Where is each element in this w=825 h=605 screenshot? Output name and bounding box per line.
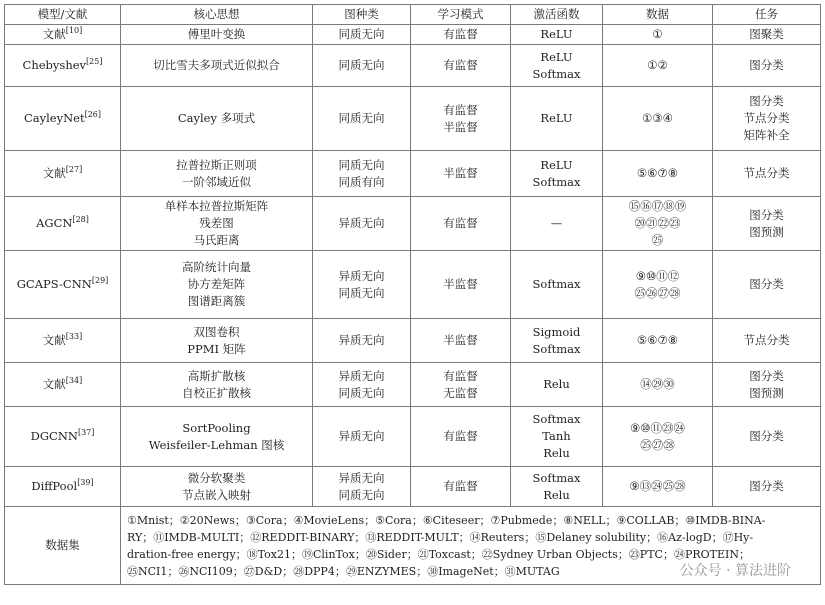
graph-line: 同质无向	[338, 157, 385, 172]
act-line: Relu	[543, 377, 570, 391]
graph-line: 异质无向	[338, 470, 385, 485]
ideas-line: 残差图	[199, 216, 234, 230]
ideas-cell	[121, 319, 313, 363]
data-cell	[603, 251, 713, 319]
learn-cell	[411, 25, 511, 45]
ideas-line: SortPooling	[182, 420, 251, 435]
data-line: ㉕	[651, 233, 664, 247]
column-header: 核心思想	[121, 5, 313, 25]
learn-line: 半监督	[443, 166, 478, 180]
reference-number: [27]	[65, 165, 83, 175]
graph-cell	[313, 45, 411, 87]
table-header-row	[5, 5, 821, 25]
ideas-line: 微分软聚类	[187, 470, 246, 485]
act-line: Softmax	[532, 412, 581, 426]
graph-cell	[313, 363, 411, 407]
ideas-line: 一阶邻域近似	[182, 174, 251, 189]
graph-line: 异质无向	[338, 429, 385, 443]
graph-line: 同质无向	[338, 285, 385, 300]
graph-line: 同质无向	[338, 111, 385, 125]
learn-line: 有监督	[443, 479, 478, 493]
data-line: ①	[652, 27, 663, 41]
model-name: DGCNN	[30, 429, 78, 443]
task-cell	[713, 87, 821, 151]
data-cell	[603, 319, 713, 363]
learn-line: 有监督	[443, 368, 478, 383]
task-cell	[713, 407, 821, 467]
act-line: ReLU	[540, 111, 573, 125]
task-line: 节点分类	[743, 166, 790, 180]
column-header: 图种类	[313, 5, 411, 25]
act-line: Softmax	[532, 174, 581, 189]
ideas-cell	[121, 25, 313, 45]
column-header: 激活函数	[511, 5, 603, 25]
task-cell	[713, 151, 821, 197]
learn-line: 有监督	[443, 216, 478, 230]
learn-line: 半监督	[443, 119, 478, 134]
reference-number: [26]	[84, 110, 102, 120]
act-cell	[511, 87, 603, 151]
graph-line: 异质无向	[338, 368, 385, 383]
model-cell	[5, 467, 121, 507]
data-cell	[603, 467, 713, 507]
table-row	[5, 25, 821, 45]
act-cell	[511, 407, 603, 467]
graph-line: 同质有向	[338, 174, 385, 189]
task-line: 图聚类	[749, 27, 784, 41]
task-line: 图分类	[749, 58, 784, 72]
column-header: 学习模式	[411, 5, 511, 25]
graph-line: 同质无向	[338, 58, 385, 72]
ideas-line: Cayley 多项式	[177, 111, 256, 125]
task-line: 图分类	[749, 429, 784, 443]
ideas-line: 切比雪夫多项式近似拟合	[153, 58, 280, 72]
graph-line: 异质无向	[338, 333, 385, 347]
task-cell	[713, 251, 821, 319]
reference-number: [29]	[91, 276, 109, 286]
model-name: GCAPS-CNN	[16, 277, 92, 291]
model-cell	[5, 251, 121, 319]
act-cell	[511, 251, 603, 319]
model-name: Chebyshev	[22, 58, 87, 72]
ideas-line: 高斯扩散核	[187, 368, 246, 383]
graph-cell	[313, 407, 411, 467]
dataset-label: 数据集	[5, 507, 121, 585]
graph-line: 异质无向	[338, 216, 385, 230]
learn-line: 半监督	[443, 333, 478, 347]
model-cell	[5, 407, 121, 467]
act-line: Softmax	[532, 277, 581, 291]
learn-cell	[411, 151, 511, 197]
column-header: 数据	[603, 5, 713, 25]
reference-number: [25]	[86, 57, 103, 67]
dataset-legend-line: dration-free energy；⑱Tox21；⑲ClinTox；⑳Sider；㉑Toxcast；㉒Sydney Urban Objects；㉓PTC；㉔PROTEIN；	[127, 547, 750, 561]
ideas-line: 高阶统计向量	[182, 260, 251, 274]
ideas-cell	[121, 151, 313, 197]
dataset-legend-line: RY；⑪IMDB-MULTI；⑫REDDIT-BINARY；⑬REDDIT-MULT；⑭Reuters；⑮Delaney solubility；⑯Az-logD；⑰Hy-	[127, 530, 754, 544]
act-cell	[511, 197, 603, 251]
task-cell	[713, 467, 821, 507]
graph-cell	[313, 251, 411, 319]
learn-cell	[411, 197, 511, 251]
ideas-line: 双图卷积	[193, 324, 240, 339]
table-row	[5, 319, 821, 363]
model-name: 文献	[42, 166, 66, 180]
learn-line: 有监督	[443, 27, 478, 41]
act-cell	[511, 45, 603, 87]
task-line: 矩阵补全	[743, 128, 790, 142]
data-line: ⑨⑩⑪⑫	[635, 268, 680, 283]
graph-cell	[313, 319, 411, 363]
model-name: DiffPool	[31, 479, 78, 493]
learn-cell	[411, 87, 511, 151]
act-line: Sigmoid	[532, 324, 581, 339]
graph-cell	[313, 25, 411, 45]
ideas-cell	[121, 87, 313, 151]
ideas-cell	[121, 363, 313, 407]
learn-cell	[411, 319, 511, 363]
ideas-line: 拉普拉斯正则项	[176, 157, 257, 172]
reference-number: [34]	[65, 376, 83, 386]
task-cell	[713, 363, 821, 407]
reference-number: [39]	[77, 478, 94, 488]
act-line: ReLU	[540, 49, 573, 64]
task-line: 图分类	[749, 207, 784, 222]
learn-line: 无监督	[443, 385, 478, 400]
learn-line: 有监督	[443, 429, 478, 443]
graph-line: 异质无向	[338, 268, 385, 283]
data-line: ㉕㉖㉗㉘	[634, 285, 681, 300]
table-row	[5, 87, 821, 151]
ideas-line: PPMI 矩阵	[187, 341, 246, 356]
learn-cell	[411, 467, 511, 507]
task-cell	[713, 45, 821, 87]
data-line: ⑭㉙㉚	[640, 377, 675, 391]
model-cell	[5, 197, 121, 251]
act-line: Relu	[543, 487, 570, 502]
task-line: 图预测	[749, 224, 784, 239]
task-cell	[713, 319, 821, 363]
comparison-table	[4, 4, 821, 585]
act-cell	[511, 319, 603, 363]
ideas-line: 傅里叶变换	[187, 27, 246, 41]
ideas-cell	[121, 407, 313, 467]
learn-cell	[411, 363, 511, 407]
data-cell	[603, 151, 713, 197]
table-row	[5, 407, 821, 467]
model-cell	[5, 319, 121, 363]
graph-cell	[313, 87, 411, 151]
task-line: 图分类	[749, 277, 784, 291]
watermark: 公众号 · 算法进阶	[679, 563, 791, 579]
task-line: 节点分类	[743, 111, 790, 125]
graph-cell	[313, 197, 411, 251]
graph-line: 同质无向	[338, 385, 385, 400]
learn-cell	[411, 251, 511, 319]
ideas-line: 自校正扩散核	[182, 385, 251, 400]
ideas-line: 马氏距离	[193, 233, 240, 247]
table-row	[5, 363, 821, 407]
task-line: 图分类	[749, 368, 784, 383]
learn-cell	[411, 45, 511, 87]
task-line: 图预测	[749, 385, 784, 400]
ideas-cell	[121, 197, 313, 251]
data-line: ⑤⑥⑦⑧	[636, 333, 679, 347]
graph-cell	[313, 151, 411, 197]
data-line: ①②	[647, 58, 668, 72]
model-name: AGCN	[36, 216, 73, 230]
task-line: 图分类	[749, 479, 784, 493]
ideas-cell	[121, 45, 313, 87]
data-cell	[603, 197, 713, 251]
data-line: ⑨⑬㉔㉕㉘	[629, 479, 686, 493]
model-cell	[5, 87, 121, 151]
ideas-line: 协方差矩阵	[187, 277, 246, 291]
act-cell	[511, 25, 603, 45]
model-name: 文献	[42, 333, 66, 347]
learn-line: 半监督	[443, 277, 478, 291]
data-line: ①③④	[642, 111, 673, 125]
task-cell	[713, 197, 821, 251]
data-line: ⑮⑯⑰⑱⑲	[628, 199, 687, 213]
ideas-line: Weisfeiler-Lehman 图核	[148, 437, 285, 452]
ideas-line: 节点嵌入映射	[182, 487, 251, 502]
column-header: 任务	[713, 5, 821, 25]
column-header: 模型/文献	[5, 5, 121, 25]
reference-number: [37]	[77, 428, 95, 438]
data-line: ㉕㉗㉘	[640, 437, 675, 452]
ideas-cell	[121, 467, 313, 507]
data-line: ⑤⑥⑦⑧	[636, 166, 679, 180]
dataset-legend-line: ①Mnist；②20News；③Cora；④MovieLens；⑤Cora；⑥Citeseer；⑦Pubmede；⑧NELL；⑨COLLAB；⑩IMDB-BINA-	[127, 513, 766, 527]
data-line: ⑳㉑㉒㉓	[634, 216, 681, 230]
data-line: ⑨⑩⑪㉓㉔	[629, 420, 686, 435]
act-line: Softmax	[532, 470, 581, 485]
task-line: 节点分类	[743, 333, 790, 347]
act-cell	[511, 363, 603, 407]
data-cell	[603, 407, 713, 467]
data-cell	[603, 45, 713, 87]
learn-line: 有监督	[443, 58, 478, 72]
data-cell	[603, 25, 713, 45]
task-line: 图分类	[749, 94, 784, 108]
graph-line: 同质无向	[338, 487, 385, 502]
reference-number: [33]	[65, 332, 83, 342]
model-cell	[5, 363, 121, 407]
act-line: Tanh	[542, 429, 571, 443]
table-row	[5, 151, 821, 197]
model-name: 文献	[42, 27, 66, 41]
model-name: 文献	[42, 377, 66, 391]
model-cell	[5, 151, 121, 197]
graph-line: 同质无向	[338, 27, 385, 41]
table-row	[5, 251, 821, 319]
reference-number: [28]	[72, 215, 89, 225]
model-cell	[5, 25, 121, 45]
ideas-line: 单样本拉普拉斯矩阵	[164, 199, 269, 213]
act-cell	[511, 151, 603, 197]
act-line: —	[550, 216, 563, 230]
data-cell	[603, 87, 713, 151]
ideas-cell	[121, 251, 313, 319]
act-line: Relu	[543, 446, 570, 460]
act-line: ReLU	[540, 157, 573, 172]
act-line: ReLU	[540, 27, 573, 41]
data-cell	[603, 363, 713, 407]
learn-cell	[411, 407, 511, 467]
model-name: CayleyNet	[23, 111, 85, 125]
act-line: Softmax	[532, 66, 581, 81]
model-cell	[5, 45, 121, 87]
dataset-legend-line: ㉕NCI1；㉖NCI109；㉗D&D；㉘DPP4；㉙ENZYMES；㉚ImageNet；㉛MUTAG	[127, 564, 560, 578]
table-row	[5, 45, 821, 87]
task-cell	[713, 25, 821, 45]
table-row	[5, 467, 821, 507]
act-cell	[511, 467, 603, 507]
act-line: Softmax	[532, 341, 581, 356]
ideas-line: 图谱距离簇	[187, 294, 246, 308]
learn-line: 有监督	[443, 102, 478, 117]
reference-number: [10]	[65, 26, 83, 36]
table-row	[5, 197, 821, 251]
graph-cell	[313, 467, 411, 507]
